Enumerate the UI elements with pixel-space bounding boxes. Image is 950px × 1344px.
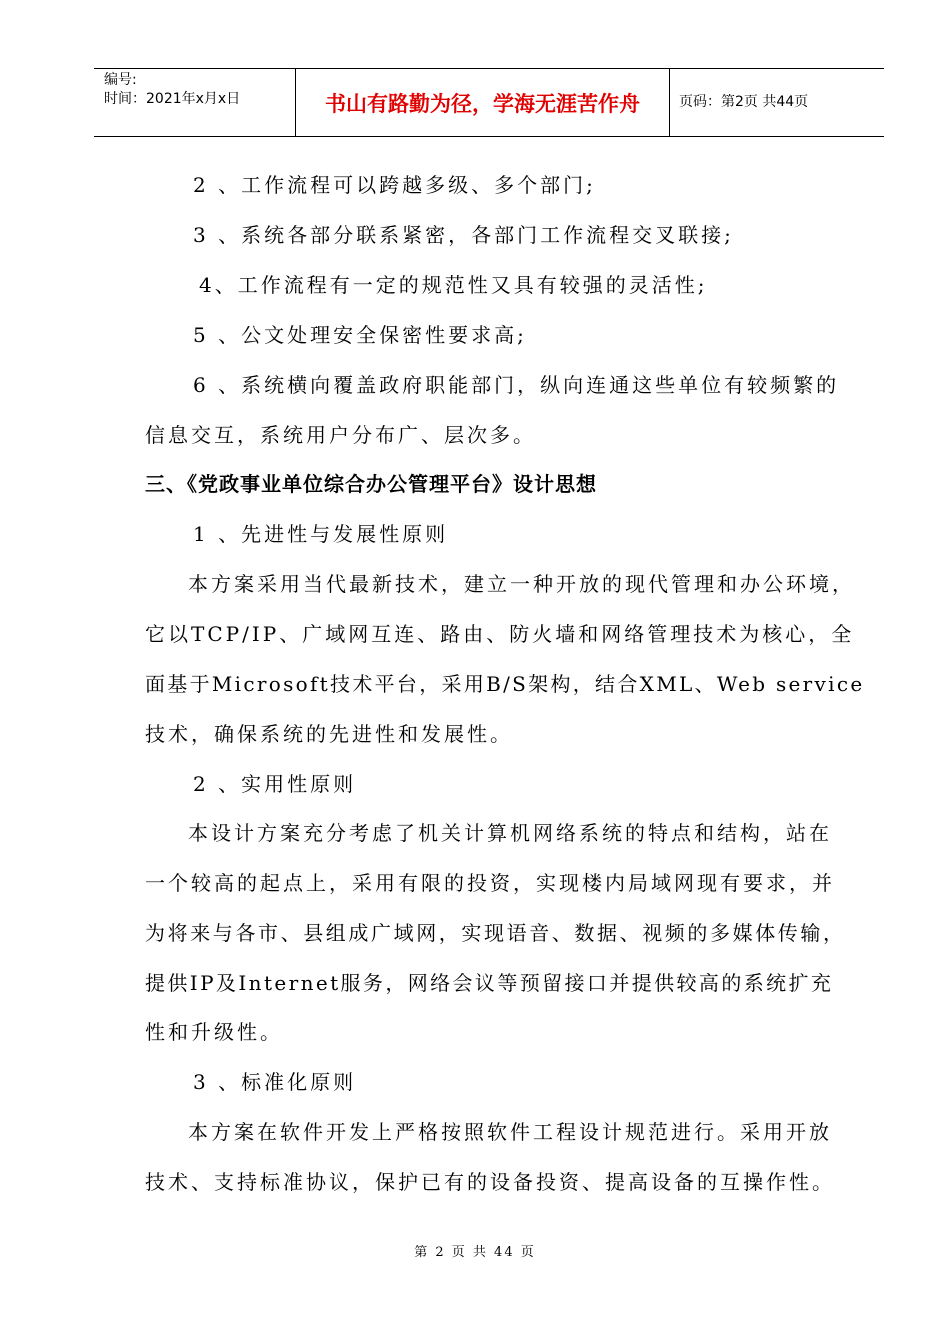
document-time-label: 时间：2021年x月x日 — [104, 91, 241, 107]
header-page-info: 页码：第2页 共44页 — [679, 94, 809, 110]
list-item-2: 2 、工作流程可以跨越多级、多个部门; — [193, 173, 596, 197]
paragraph-line: 为将来与各市、县组成广域网，实现语音、数据、视频的多媒体传输， — [145, 921, 846, 945]
paragraph-line: 技术，确保系统的先进性和发展性。 — [145, 722, 513, 746]
paragraph-line: 本设计方案充分考虑了机关计算机网络系统的特点和结构，站在 — [188, 821, 832, 845]
paragraph-line: 一个较高的起点上，采用有限的投资，实现楼内局域网现有要求，并 — [145, 871, 835, 895]
list-item-3: 3 、系统各部分联系紧密，各部门工作流程交叉联接; — [193, 223, 734, 247]
paragraph-line: 技术、支持标准协议，保护已有的设备投资、提高设备的互操作性。 — [145, 1170, 835, 1194]
header-page-cell — [669, 69, 884, 136]
paragraph-line: 本方案在软件开发上严格按照软件工程设计规范进行。采用开放 — [188, 1120, 832, 1144]
principle-heading-2: 2 、实用性原则 — [193, 772, 357, 796]
list-item-6-continued: 信息交互，系统用户分布广、层次多。 — [145, 423, 536, 447]
principle-heading-1: 1 、先进性与发展性原则 — [193, 522, 449, 546]
paragraph-line: 面基于Microsoft技术平台，采用B/S架构，结合XML、Web service — [145, 672, 865, 696]
paragraph-line: 本方案采用当代最新技术，建立一种开放的现代管理和办公环境， — [188, 572, 855, 596]
list-item-4: 4、工作流程有一定的规范性又具有较强的灵活性; — [199, 273, 708, 297]
principle-heading-3: 3 、标准化原则 — [193, 1070, 357, 1094]
header-meta-cell — [94, 69, 295, 136]
section-heading: 三、《党政事业单位综合办公管理平台》设计思想 — [145, 472, 597, 496]
paragraph-line: 性和升级性。 — [145, 1020, 283, 1044]
header-motto: 书山有路勤为径，学海无涯苦作舟 — [325, 92, 640, 116]
page-footer: 第 2 页 共 44 页 — [414, 1245, 536, 1260]
paragraph-line: 它以TCP/IP、广域网互连、路由、防火墙和网络管理技术为核心，全 — [145, 622, 855, 646]
paragraph-line: 提供IP及Internet服务，网络会议等预留接口并提供较高的系统扩充 — [145, 971, 834, 995]
list-item-6: 6 、系统横向覆盖政府职能部门，纵向连通这些单位有较频繁的 — [193, 373, 840, 397]
header-motto-cell — [295, 69, 670, 136]
document-header — [94, 68, 884, 137]
document-number-label: 编号: — [104, 72, 137, 88]
list-item-5: 5 、公文处理安全保密性要求高; — [193, 323, 527, 347]
